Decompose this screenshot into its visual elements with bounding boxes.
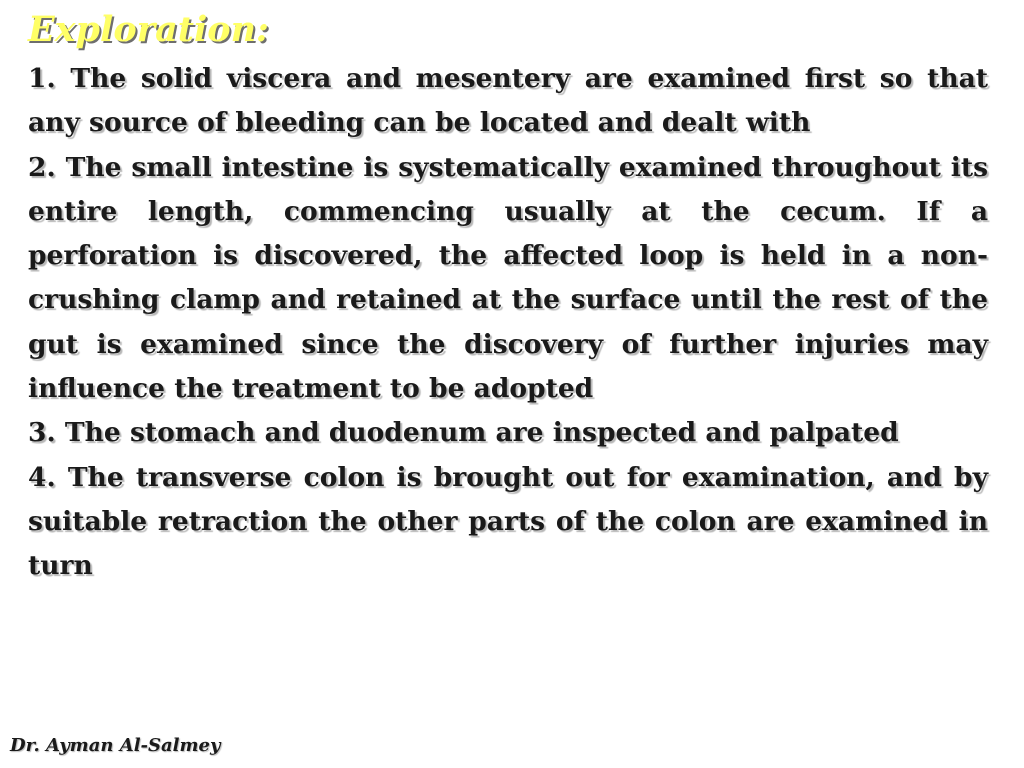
slide-body — [28, 57, 988, 589]
paragraph-1: 1. The solid viscera and mesentery are examined first so that any source of bleeding can be located and dealt with — [28, 63, 988, 139]
paragraph-3: 3. The stomach and duodenum are inspected and palpated — [28, 417, 899, 449]
slide-title: Exploration: — [28, 9, 269, 50]
paragraph-4: 4. The transverse colon is brought out for examination, and by suitable retraction the other parts of the colon are examined in turn — [28, 461, 988, 582]
paragraph-2: 2. The small intestine is systematically examined throughout its entire length, commencing usually at the cecum. If a perforation is discovered, the affected loop is held in a non-crushing clamp and retained at the surface until the rest of the gut is examined since the discovery of further injuries may influence the treatment to be adopted — [28, 151, 988, 405]
author-footer: Dr. Ayman Al-Salmey — [10, 735, 221, 756]
